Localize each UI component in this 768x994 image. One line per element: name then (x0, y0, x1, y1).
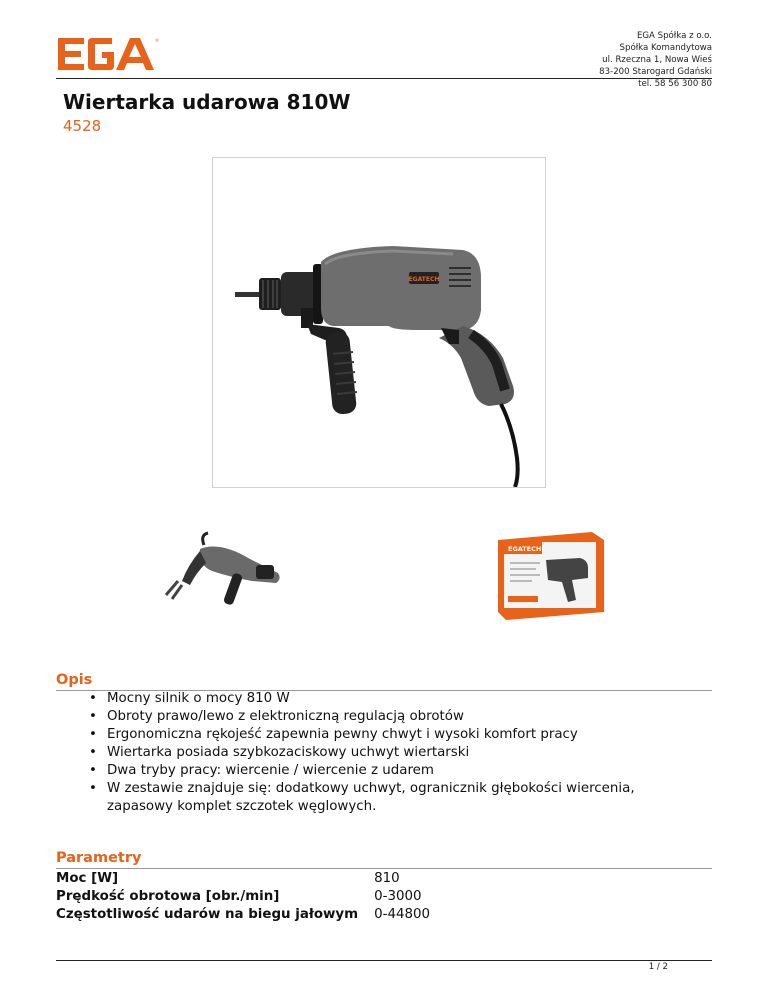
list-item: • Mocny silnik o mocy 810 W (89, 690, 689, 708)
page-number: 1 / 2 (648, 962, 668, 972)
product-thumbnail-side[interactable] (160, 515, 288, 633)
table-row (56, 906, 430, 924)
svg-text:®: ® (155, 38, 159, 43)
list-item: • W zestawie znajduje się: dodatkowy uchwyt, ogranicznik głębokości wiercenia, zapasowy komplet szczotek węglowych. (89, 780, 689, 816)
company-name: EGA Spółka z o.o. (636, 31, 712, 41)
product-title: Wiertarka udarowa 810W (63, 90, 351, 114)
parametry-divider (56, 868, 712, 869)
param-value: 0-44800 (374, 907, 431, 922)
product-main-image (212, 157, 546, 488)
box-brand-label: EGATECH (508, 545, 542, 553)
param-label: Moc [W] (56, 871, 119, 886)
param-value: 810 (374, 871, 400, 886)
feature-list (89, 690, 689, 816)
company-phone: tel. 58 56 300 80 (638, 79, 712, 89)
company-street: ul. Rzeczna 1, Nowa Wieś (602, 55, 712, 65)
parametry-heading: Parametry (56, 850, 142, 866)
param-value: 0-3000 (374, 889, 422, 904)
param-label: Prędkość obrotowa [obr./min] (56, 889, 280, 904)
company-address (599, 30, 712, 90)
table-row (56, 870, 430, 888)
param-label: Częstotliwość udarów na biegu jałowym (56, 907, 359, 922)
product-code: 4528 (63, 117, 102, 135)
list-item: • Obroty prawo/lewo z elektroniczną regulacją obrotów (89, 708, 689, 726)
footer-divider (56, 960, 712, 961)
drill-brand-label: EGATECH (408, 276, 440, 283)
list-item: • Dwa tryby pracy: wiercenie / wiercenie z udarem (89, 762, 689, 780)
company-city: 83-200 Starogard Gdański (599, 67, 712, 77)
drill-illustration (213, 158, 545, 487)
product-box-illustration (492, 520, 610, 632)
list-item: • Wiertarka posiada szybkozaciskowy uchwyt wiertarski (89, 744, 689, 762)
table-row (56, 888, 430, 906)
parameters-table (56, 870, 430, 924)
opis-heading: Opis (56, 672, 93, 688)
ega-logo (58, 36, 162, 72)
header-divider (56, 78, 712, 79)
company-type: Spółka Komandytowa (619, 43, 712, 53)
list-item: • Ergonomiczna rękojeść zapewnia pewny chwyt i wysoki komfort pracy (89, 726, 689, 744)
product-thumbnail-box[interactable] (492, 520, 610, 632)
drill-side-illustration (160, 515, 288, 633)
